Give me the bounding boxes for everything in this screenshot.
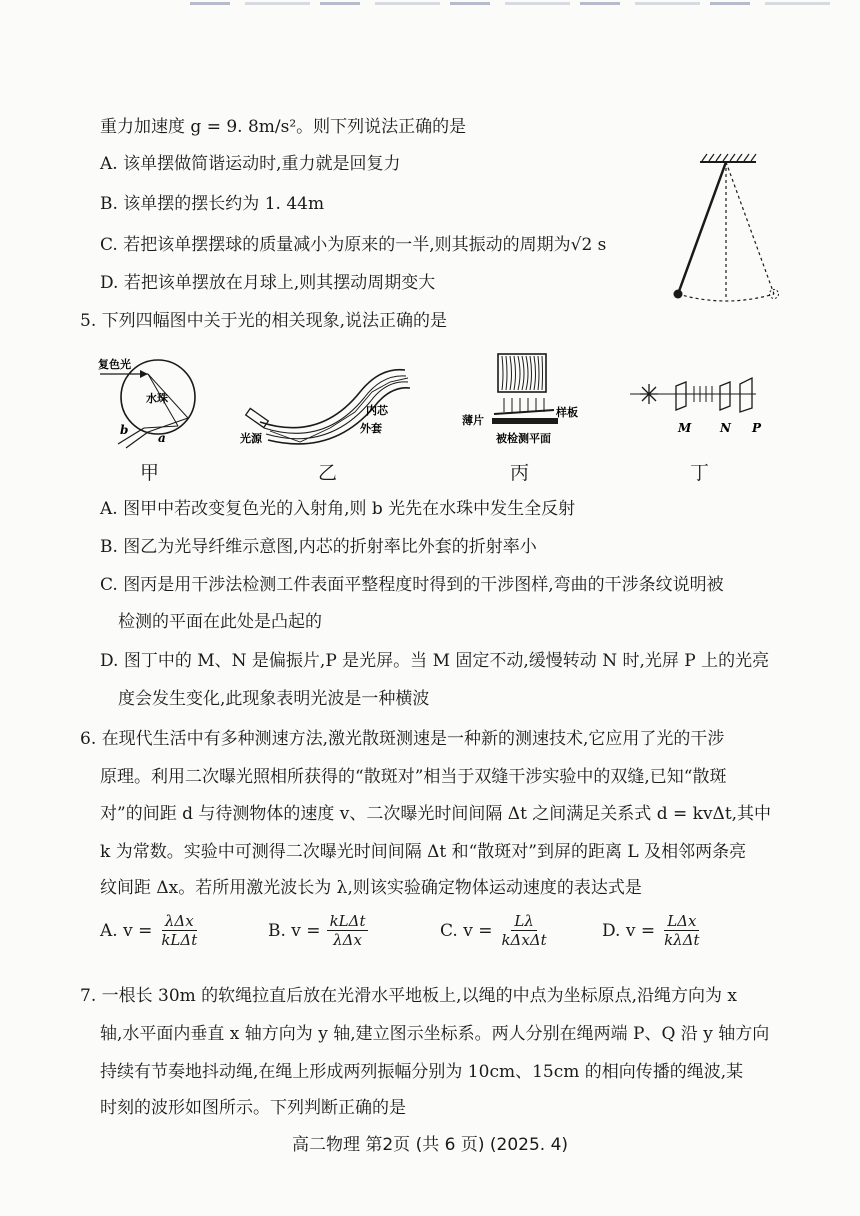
- q6-option-b: [268, 912, 368, 949]
- ray-a-out: [126, 432, 148, 448]
- q5-stem: 5. 下列四幅图中关于光的相关现象,说法正确的是: [80, 311, 448, 331]
- q4-option-a: A. 该单摆做简谐运动时,重力就是回复力: [100, 154, 401, 174]
- interference-fringes: [502, 356, 543, 390]
- q4-option-d: D. 若把该单摆放在月球上,则其摆动周期变大: [100, 273, 436, 293]
- label-fuse-light: 复色光: [98, 358, 131, 371]
- q6-line-4: k 为常数。实验中可测得二次曝光时间间隔 Δt 和“散斑对”到屏的距离 L 及相邻两条亮: [100, 842, 747, 862]
- label-cladding: 外套: [360, 422, 382, 435]
- q6-option-d: [602, 912, 703, 949]
- q4-option-c: C. 若把该单摆摆球的质量减小为原来的一半,则其振动的周期为√2 s: [100, 235, 607, 255]
- q6-option-c-prefix: C. v =: [440, 920, 493, 941]
- q7-line-2: 轴,水平面内垂直 x 轴方向为 y 轴,建立图示坐标系。两人分别在绳两端 P、Q 沿 y 轴方向: [100, 1024, 770, 1044]
- fraction-denominator: kΔxΔt: [501, 931, 547, 949]
- figure-bing-label: 丙: [510, 462, 530, 484]
- pendulum-figure: [664, 150, 794, 310]
- fraction-numerator: kLΔt: [327, 912, 369, 931]
- fraction-denominator: λΔx: [333, 931, 362, 949]
- figure-jia-water-drop: [96, 352, 206, 452]
- label-thin-piece: 薄片: [462, 414, 484, 427]
- q6-line-2: 原理。利用二次曝光照相所获得的“散斑对”相当于双缝干涉实验中的双缝,已知“散斑: [100, 767, 727, 787]
- q6-option-d-prefix: D. v =: [602, 920, 656, 941]
- fraction-denominator: kLΔt: [161, 931, 198, 949]
- q5-option-c: C. 图丙是用干涉法检测工件表面平整程度时得到的干涉图样,弯曲的干涉条纹说明被: [100, 575, 724, 595]
- q6-option-a: [100, 912, 200, 949]
- q4-option-b: B. 该单摆的摆长约为 1. 44m: [100, 194, 325, 214]
- q5-option-b: B. 图乙为光导纤维示意图,内芯的折射率比外套的折射率小: [100, 537, 537, 557]
- scan-edge-line: [190, 2, 830, 5]
- figure-ding-label: 丁: [690, 462, 710, 484]
- pendulum-bob: [674, 290, 683, 299]
- q6-option-d-fraction: [661, 912, 702, 949]
- fiber-outer-top: [260, 370, 405, 428]
- fraction-numerator: Lλ: [511, 912, 536, 931]
- q7-line-1: 7. 一根长 30m 的软绳拉直后放在光滑水平地板上,以绳的中点为坐标原点,沿绳方向为 x: [80, 986, 737, 1006]
- label-tested-plane: 被检测平面: [496, 432, 551, 445]
- label-light-source: 光源: [240, 432, 262, 445]
- figure-yi-optical-fiber: [240, 352, 420, 452]
- q7-line-3: 持续有节奏地抖动绳,在绳上形成两列振幅分别为 10cm、15cm 的相向传播的绳波,某: [100, 1062, 744, 1082]
- q7-line-4: 时刻的波形如图所示。下列判断正确的是: [100, 1098, 406, 1118]
- label-m: M: [678, 421, 692, 435]
- down-arrows: [504, 398, 544, 412]
- fraction-numerator: λΔx: [162, 912, 197, 931]
- label-water-drop: 水珠: [146, 392, 168, 405]
- pendulum-string: [678, 162, 726, 294]
- figure-bing-interference: [456, 352, 596, 452]
- q6-option-a-fraction: [158, 912, 200, 949]
- ceiling-hatch: [702, 154, 756, 161]
- tested-plane: [492, 418, 558, 424]
- q5-option-a: A. 图甲中若改变复色光的入射角,则 b 光先在水珠中发生全反射: [100, 499, 576, 519]
- q6-line-3: 对”的间距 d 与待测物体的速度 v、二次曝光时间间隔 Δt 之间满足关系式 d = kvΔt,其中: [100, 804, 772, 824]
- q5-option-c-cont: 检测的平面在此处是凸起的: [118, 612, 322, 632]
- q6-option-b-fraction: [327, 912, 369, 949]
- q5-option-d-cont: 度会发生变化,此现象表明光波是一种横波: [118, 689, 430, 709]
- sample-plate: [494, 410, 554, 414]
- q4-stem-tail: 重力加速度 g = 9. 8m/s²。则下列说法正确的是: [100, 117, 467, 137]
- screen-p: [740, 378, 752, 412]
- label-ray-a: a: [158, 431, 166, 445]
- polarizer-n: [720, 382, 730, 410]
- label-core: 内芯: [366, 404, 388, 417]
- figure-yi-label: 乙: [318, 462, 338, 484]
- q6-line-5: 纹间距 Δx。若所用激光波长为 λ,则该实验确定物体运动速度的表达式是: [100, 878, 642, 898]
- fraction-denominator: kλΔt: [664, 931, 700, 949]
- label-ray-b: b: [120, 423, 129, 437]
- label-p: P: [752, 421, 762, 435]
- q6-option-a-prefix: A. v =: [100, 920, 153, 941]
- figure-ding-polarizers: [626, 368, 776, 448]
- label-sample-plate: 样板: [556, 406, 578, 419]
- incident-arrow: [140, 370, 148, 378]
- right-string-dashed: [726, 162, 774, 294]
- q6-option-c-fraction: [498, 912, 549, 949]
- q6-option-c: [440, 912, 550, 949]
- fraction-numerator: LΔx: [664, 912, 699, 931]
- q5-option-d: D. 图丁中的 M、N 是偏振片,P 是光屏。当 M 固定不动,缓慢转动 N 时,光屏 P 上的光亮: [100, 651, 770, 671]
- page-footer: 高二物理 第2页 (共 6 页) (2025. 4): [291, 1135, 569, 1155]
- polarizer-m: [676, 382, 686, 410]
- light-source-body: [246, 408, 269, 427]
- figure-jia-label: 甲: [140, 462, 160, 484]
- fiber-outer-bottom: [268, 388, 410, 444]
- label-n: N: [720, 421, 731, 435]
- q6-line-1: 6. 在现代生活中有多种测速方法,激光散斑测速是一种新的测速技术,它应用了光的干涉: [80, 729, 725, 749]
- q6-option-b-prefix: B. v =: [268, 920, 321, 941]
